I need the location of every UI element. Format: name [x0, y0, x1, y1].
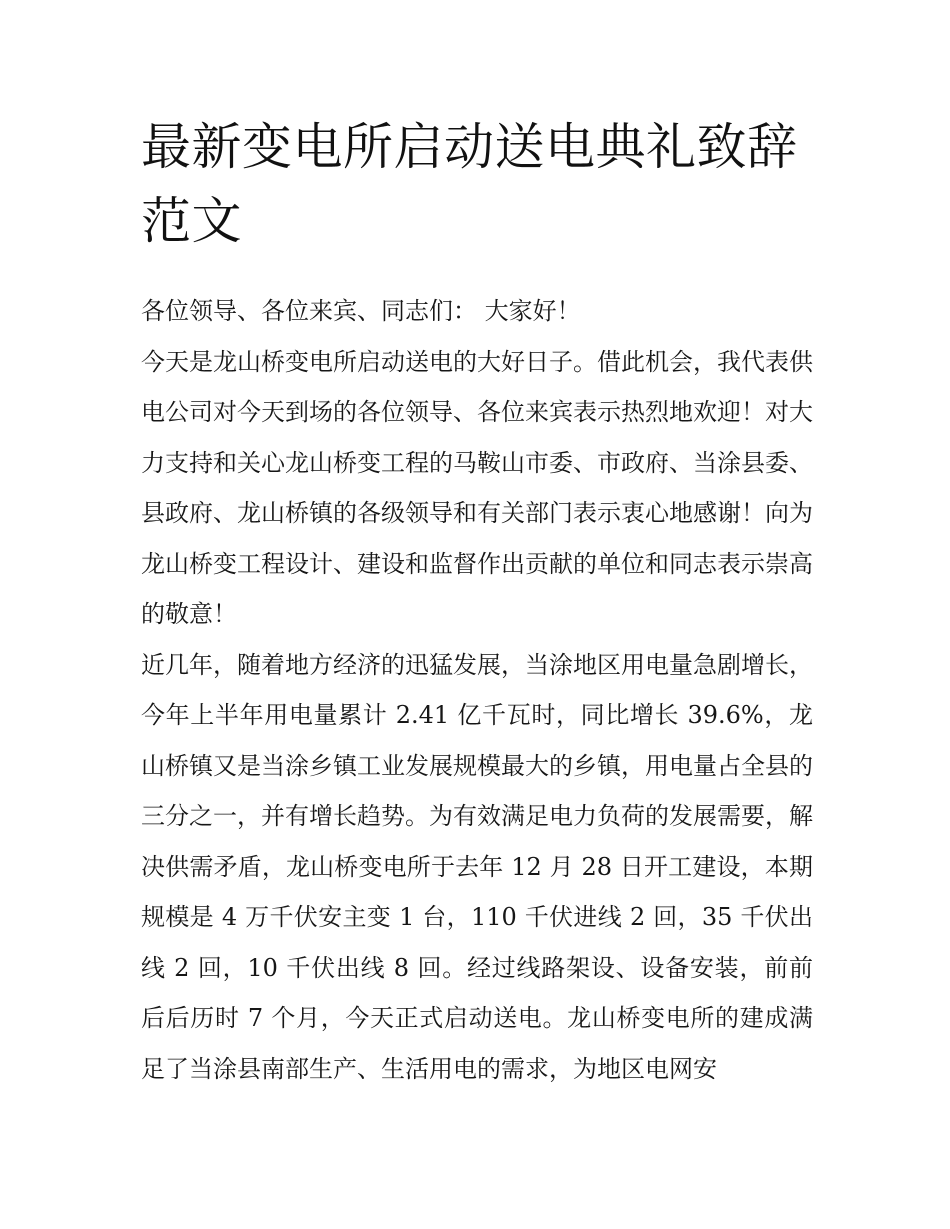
- paragraph-background: 近几年，随着地方经济的迅猛发展，当涂地区用电量急剧增长，今年上半年用电量累计 2.41 亿千瓦时，同比增长 39.6%，龙山桥镇又是当涂乡镇工业发展规模最大的乡镇，用电量占全县的三分之一，并有增长趋势。为有效满足电力负荷的发展需要，解决供需矛盾，龙山桥变电所于去年 12 月 28 日开工建设，本期规模是 4 万千伏安主变 1 台，110 千伏进线 2 回，35 千伏出线 2 回，10 千伏出线 8 回。经过线路架设、设备安装，前前后后历时 7 个月，今天正式启动送电。龙山桥变电所的建成满足了当涂县南部生产、生活用电的需求，为地区电网安: [141, 650, 813, 1083]
- document-body: [141, 286, 813, 1094]
- document-content: [141, 110, 813, 1094]
- paragraph-greeting: 各位领导、各位来宾、同志们： 大家好！: [141, 297, 581, 325]
- document-title: 最新变电所启动送电典礼致辞范文: [141, 118, 798, 250]
- paragraph-welcome: 今天是龙山桥变电所启动送电的大好日子。借此机会，我代表供电公司对今天到场的各位领导、各位来宾表示热烈地欢迎！对大力支持和关心龙山桥变工程的马鞍山市委、市政府、当涂县委、县政府、龙山桥镇的各级领导和有关部门表示衷心地感谢！向为龙山桥变工程设计、建设和监督作出贡献的单位和同志表示崇高的敬意！: [141, 347, 813, 628]
